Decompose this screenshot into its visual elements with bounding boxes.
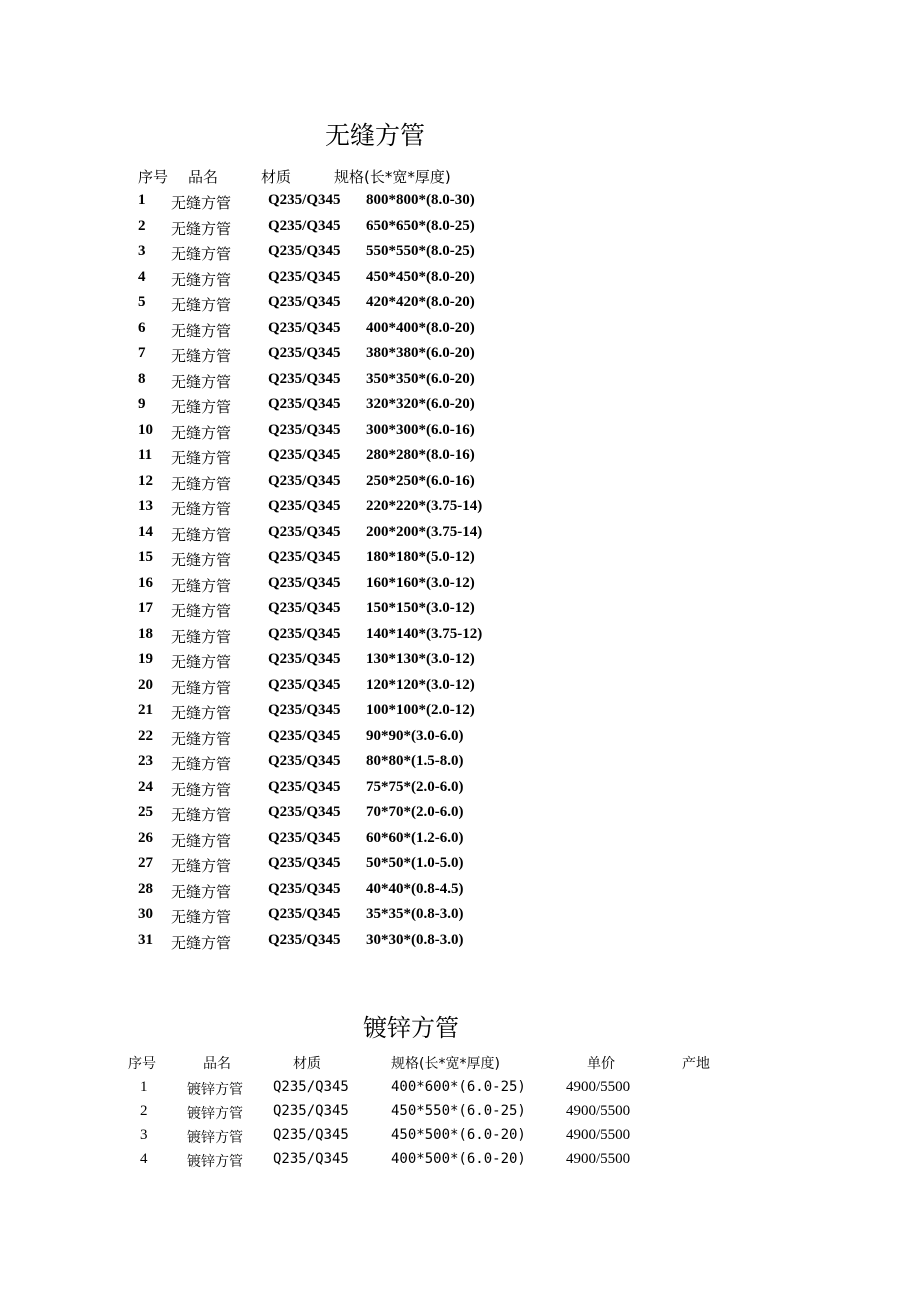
- row-index: 12: [138, 472, 153, 489]
- row-product-name: 无缝方管: [171, 219, 232, 238]
- row-index: 26: [138, 829, 153, 846]
- row-material: Q235/Q345: [268, 727, 341, 744]
- row-material: Q235/Q345: [268, 549, 341, 565]
- row-spec: 120*120*(3.0-12): [366, 676, 475, 693]
- row-product-name: 无缝方管: [171, 347, 232, 365]
- galvanized-header-3: 规格(长*宽*厚度): [391, 1056, 500, 1072]
- row-index: 20: [138, 676, 153, 693]
- row-spec: 450*450*(8.0-20): [366, 268, 475, 285]
- row-index: 6: [138, 319, 146, 336]
- row-material: Q235/Q345: [268, 651, 341, 667]
- row-spec: 100*100*(2.0-12): [366, 702, 475, 718]
- row-product-name: 无缝方管: [171, 245, 232, 263]
- row-product-name: 镀锌方管: [187, 1106, 243, 1122]
- row-product-name: 无缝方管: [171, 780, 232, 799]
- row-material: Q235/Q345: [268, 855, 341, 871]
- row-material: Q235/Q345: [268, 829, 341, 846]
- galvanized-header-1: 品名: [203, 1056, 231, 1072]
- row-material: Q235/Q345: [268, 574, 341, 591]
- row-material: Q235/Q345: [268, 906, 341, 922]
- row-index: 2: [138, 217, 146, 234]
- row-index: 8: [138, 370, 146, 387]
- row-product-name: 镀锌方管: [187, 1154, 243, 1170]
- row-spec: 420*420*(8.0-20): [366, 294, 475, 310]
- row-material: Q235/Q345: [268, 880, 341, 897]
- seamless-header-2: 材质: [261, 168, 292, 186]
- row-spec: 150*150*(3.0-12): [366, 600, 475, 616]
- row-index: 1: [138, 192, 146, 208]
- row-material: Q235/Q345: [268, 192, 341, 208]
- seamless-title: 无缝方管: [324, 121, 425, 150]
- row-price: 4900/5500: [566, 1151, 631, 1167]
- row-material: Q235/Q345: [268, 447, 341, 463]
- row-material: Q235/Q345: [268, 778, 341, 795]
- row-spec: 250*250*(6.0-16): [366, 472, 475, 489]
- row-index: 27: [138, 855, 153, 871]
- row-material: Q235/Q345: [273, 1127, 349, 1143]
- row-product-name: 无缝方管: [171, 831, 232, 850]
- row-material: Q235/Q345: [268, 268, 341, 285]
- row-product-name: 无缝方管: [171, 500, 232, 518]
- row-product-name: 无缝方管: [171, 321, 232, 340]
- row-spec: 300*300*(6.0-16): [366, 421, 475, 438]
- row-product-name: 无缝方管: [171, 474, 232, 493]
- row-spec: 35*35*(0.8-3.0): [366, 906, 464, 922]
- row-material: Q235/Q345: [273, 1079, 349, 1095]
- row-spec: 400*500*(6.0-20): [391, 1151, 526, 1167]
- row-spec: 400*600*(6.0-25): [391, 1079, 526, 1095]
- galvanized-header-0: 序号: [128, 1056, 156, 1072]
- row-index: 13: [138, 498, 153, 514]
- row-spec: 30*30*(0.8-3.0): [366, 931, 464, 948]
- row-product-name: 镀锌方管: [187, 1082, 243, 1098]
- row-material: Q235/Q345: [268, 931, 341, 948]
- row-material: Q235/Q345: [268, 472, 341, 489]
- row-index: 10: [138, 421, 153, 438]
- galvanized-header-5: 产地: [682, 1056, 710, 1072]
- row-index: 18: [138, 625, 153, 642]
- row-product-name: 无缝方管: [171, 908, 232, 926]
- row-index: 15: [138, 549, 153, 565]
- row-price: 4900/5500: [566, 1127, 631, 1143]
- row-spec: 75*75*(2.0-6.0): [366, 778, 464, 795]
- row-product-name: 无缝方管: [171, 372, 232, 391]
- row-index: 2: [140, 1103, 148, 1119]
- row-product-name: 无缝方管: [171, 704, 232, 722]
- galvanized-title: 镀锌方管: [363, 1014, 459, 1042]
- row-index: 3: [140, 1127, 148, 1143]
- row-spec: 320*320*(6.0-20): [366, 396, 475, 412]
- seamless-header-0: 序号: [138, 168, 169, 186]
- row-index: 9: [138, 396, 146, 412]
- row-product-name: 镀锌方管: [187, 1130, 243, 1146]
- row-material: Q235/Q345: [268, 345, 341, 361]
- row-product-name: 无缝方管: [171, 449, 232, 467]
- row-material: Q235/Q345: [268, 498, 341, 514]
- row-product-name: 无缝方管: [171, 423, 232, 442]
- row-index: 22: [138, 727, 153, 744]
- row-spec: 650*650*(8.0-25): [366, 217, 475, 234]
- row-index: 25: [138, 804, 153, 820]
- row-product-name: 无缝方管: [171, 653, 232, 671]
- row-spec: 180*180*(5.0-12): [366, 549, 475, 565]
- row-index: 24: [138, 778, 153, 795]
- row-material: Q235/Q345: [268, 702, 341, 718]
- row-price: 4900/5500: [566, 1103, 631, 1119]
- row-index: 14: [138, 523, 153, 540]
- row-spec: 140*140*(3.75-12): [366, 625, 483, 642]
- row-product-name: 无缝方管: [171, 296, 232, 314]
- row-material: Q235/Q345: [268, 625, 341, 642]
- seamless-header-1: 品名: [188, 168, 219, 186]
- row-material: Q235/Q345: [273, 1151, 349, 1167]
- row-product-name: 无缝方管: [171, 857, 232, 875]
- row-index: 4: [138, 268, 146, 285]
- row-index: 4: [140, 1151, 148, 1167]
- row-index: 11: [138, 447, 153, 463]
- row-spec: 550*550*(8.0-25): [366, 243, 475, 259]
- row-index: 5: [138, 294, 146, 310]
- row-product-name: 无缝方管: [171, 270, 232, 289]
- row-index: 16: [138, 574, 153, 591]
- row-price: 4900/5500: [566, 1079, 631, 1095]
- row-spec: 450*500*(6.0-20): [391, 1127, 526, 1143]
- row-spec: 350*350*(6.0-20): [366, 370, 475, 387]
- row-spec: 160*160*(3.0-12): [366, 574, 475, 591]
- row-spec: 380*380*(6.0-20): [366, 345, 475, 361]
- row-index: 28: [138, 880, 153, 897]
- row-index: 19: [138, 651, 153, 667]
- row-spec: 400*400*(8.0-20): [366, 319, 475, 336]
- row-product-name: 无缝方管: [171, 627, 232, 646]
- row-spec: 450*550*(6.0-25): [391, 1103, 526, 1119]
- row-product-name: 无缝方管: [171, 525, 232, 544]
- row-spec: 70*70*(2.0-6.0): [366, 804, 464, 820]
- row-product-name: 无缝方管: [171, 678, 232, 697]
- row-index: 1: [140, 1079, 148, 1095]
- row-index: 31: [138, 931, 153, 948]
- row-spec: 280*280*(8.0-16): [366, 447, 475, 463]
- row-product-name: 无缝方管: [171, 194, 232, 212]
- row-spec: 220*220*(3.75-14): [366, 498, 483, 514]
- row-spec: 50*50*(1.0-5.0): [366, 855, 464, 871]
- row-product-name: 无缝方管: [171, 576, 232, 595]
- row-spec: 60*60*(1.2-6.0): [366, 829, 464, 846]
- row-product-name: 无缝方管: [171, 729, 232, 748]
- row-material: Q235/Q345: [268, 370, 341, 387]
- row-material: Q235/Q345: [268, 523, 341, 540]
- row-index: 7: [138, 345, 146, 361]
- row-index: 30: [138, 906, 153, 922]
- row-material: Q235/Q345: [268, 421, 341, 438]
- row-material: Q235/Q345: [268, 243, 341, 259]
- row-product-name: 无缝方管: [171, 398, 232, 416]
- row-product-name: 无缝方管: [171, 551, 232, 569]
- row-material: Q235/Q345: [273, 1103, 349, 1119]
- galvanized-header-4: 单价: [587, 1056, 615, 1072]
- row-spec: 800*800*(8.0-30): [366, 192, 475, 208]
- galvanized-header-2: 材质: [293, 1056, 321, 1072]
- row-product-name: 无缝方管: [171, 755, 232, 773]
- row-spec: 80*80*(1.5-8.0): [366, 753, 464, 769]
- row-product-name: 无缝方管: [171, 882, 232, 901]
- row-index: 17: [138, 600, 153, 616]
- row-index: 3: [138, 243, 146, 259]
- row-spec: 40*40*(0.8-4.5): [366, 880, 464, 897]
- row-material: Q235/Q345: [268, 217, 341, 234]
- row-index: 21: [138, 702, 153, 718]
- row-product-name: 无缝方管: [171, 806, 232, 824]
- row-material: Q235/Q345: [268, 600, 341, 616]
- row-product-name: 无缝方管: [171, 602, 232, 620]
- row-product-name: 无缝方管: [171, 933, 232, 952]
- row-material: Q235/Q345: [268, 676, 341, 693]
- row-material: Q235/Q345: [268, 396, 341, 412]
- row-material: Q235/Q345: [268, 753, 341, 769]
- row-material: Q235/Q345: [268, 294, 341, 310]
- row-spec: 130*130*(3.0-12): [366, 651, 475, 667]
- row-spec: 90*90*(3.0-6.0): [366, 727, 464, 744]
- row-material: Q235/Q345: [268, 319, 341, 336]
- row-spec: 200*200*(3.75-14): [366, 523, 483, 540]
- seamless-header-3: 规格(长*宽*厚度): [334, 168, 451, 186]
- row-material: Q235/Q345: [268, 804, 341, 820]
- row-index: 23: [138, 753, 153, 769]
